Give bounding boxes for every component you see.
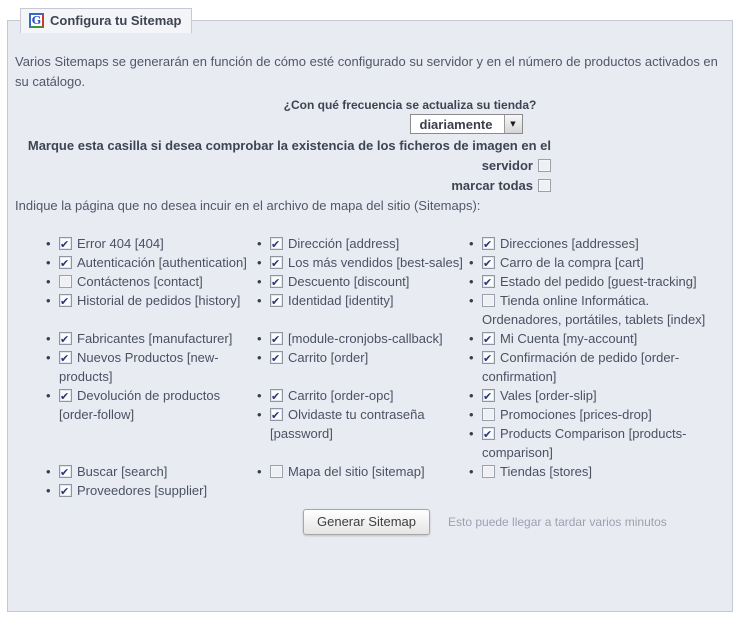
page-label: Mapa del sitio [sitemap] [288,464,425,479]
page-checkbox[interactable] [270,408,283,421]
page-checkbox[interactable] [482,408,495,421]
page-list [468,253,708,272]
page-label: Mi Cuenta [my-account] [500,331,638,346]
page-item [45,481,256,500]
page-checkbox[interactable] [59,351,72,364]
google-icon: G [29,13,44,28]
page-label: Identidad [identity] [288,293,394,308]
servidor-checkbox[interactable] [538,159,551,172]
page-checkbox[interactable] [59,256,72,269]
page-label: Fabricantes [manufacturer] [77,331,233,346]
page-list [45,291,256,310]
page-item [45,253,256,272]
page-item [45,462,256,481]
page-checkbox[interactable] [59,237,72,250]
page-item [45,386,256,424]
page-label: Estado del pedido [guest-tracking] [500,274,697,289]
image-check-block [15,136,725,196]
page-checkbox[interactable] [270,351,283,364]
page-checkbox[interactable] [59,484,72,497]
footer-bar [303,509,725,535]
page-item [468,253,708,272]
page-item [256,329,468,348]
image-check-text-line1: Marque esta casilla si desea comprobar la existencia de los ficheros de imagen en el [27,138,551,153]
page-checkbox[interactable] [482,237,495,250]
page-item [256,272,468,291]
page-item [45,291,256,310]
check-all-label: marcar todas [451,178,533,193]
pages-table-body [45,234,708,500]
page-item [256,291,468,310]
page-checkbox[interactable] [59,465,72,478]
page-list [468,386,708,462]
page-item [468,329,708,348]
chevron-down-icon[interactable]: ▼ [504,115,522,133]
page-item [468,424,708,462]
page-list [468,348,708,386]
page-checkbox[interactable] [59,275,72,288]
frequency-select[interactable] [410,114,523,134]
frequency-block [15,98,725,134]
page-item [468,272,708,291]
page-label: Proveedores [supplier] [77,483,208,498]
page-label: Error 404 [404] [77,236,164,251]
page-checkbox[interactable] [270,294,283,307]
page-list [256,329,468,348]
page-checkbox[interactable] [270,389,283,402]
page-checkbox[interactable] [59,294,72,307]
page-item [468,386,708,405]
page-item [256,386,468,405]
check-all-checkbox[interactable] [538,179,551,192]
page-checkbox[interactable] [270,465,283,478]
page-label: Historial de pedidos [history] [77,293,241,308]
page-list [468,272,708,291]
page-checkbox[interactable] [482,256,495,269]
page-label: Carrito [order-opc] [288,388,394,403]
frequency-value: diariamente [419,117,493,132]
page-label: Autenticación [authentication] [77,255,247,270]
page-label: Products Comparison [products-comparison] [482,426,687,460]
page-list [45,386,256,424]
generate-sitemap-button[interactable]: Generar Sitemap [303,509,430,535]
page-list [45,272,256,291]
panel-legend [20,8,192,33]
page-label: Contáctenos [contact] [77,274,203,289]
page-item [45,234,256,253]
page-checkbox[interactable] [482,275,495,288]
page-list [45,462,256,500]
page-list [45,253,256,272]
page-label: Confirmación de pedido [order-confirmation] [482,350,680,384]
page-checkbox[interactable] [270,237,283,250]
page-item [468,405,708,424]
page-label: Los más vendidos [best-sales] [288,255,463,270]
page-list [256,462,468,481]
page-item [256,405,468,443]
page-list [468,462,708,481]
page-list [256,348,468,367]
page-list [45,234,256,253]
page-item [256,462,468,481]
page-label: Buscar [search] [77,464,168,479]
page-label: Carro de la compra [cart] [500,255,644,270]
page-label: Dirección [address] [288,236,400,251]
page-list [256,272,468,291]
page-list [256,386,468,443]
page-label: Devolución de productos [order-follow] [59,388,221,422]
page-label: Olvidaste tu contraseña [password] [270,407,425,441]
page-item [45,329,256,348]
frequency-label: ¿Con qué frecuencia se actualiza su tienda? [283,98,537,112]
page-checkbox[interactable] [270,256,283,269]
page-label: [module-cronjobs-callback] [288,331,443,346]
pages-table [45,234,708,500]
page-checkbox[interactable] [270,275,283,288]
page-label: Direcciones [addresses] [500,236,639,251]
page-label: Descuento [discount] [288,274,410,289]
pages-instruction: Indique la página que no desea incuir en el archivo de mapa del sitio (Sitemaps): [15,198,481,213]
page-label: Promociones [prices-drop] [500,407,652,422]
page-checkbox[interactable] [482,332,495,345]
sitemap-config-panel [7,20,733,612]
page-item [468,234,708,253]
page-checkbox[interactable] [482,427,495,440]
page-label: Nuevos Productos [new-products] [59,350,219,384]
page-item [256,348,468,367]
legend-title: Configura tu Sitemap [50,13,182,28]
page-item [45,272,256,291]
page-label: Tiendas [stores] [500,464,593,479]
page-list [256,253,468,272]
page-list [256,291,468,310]
page-checkbox[interactable] [59,389,72,402]
page-checkbox[interactable] [482,465,495,478]
page-checkbox[interactable] [482,294,495,307]
page-list [468,234,708,253]
page-item [256,234,468,253]
page-list [468,291,708,329]
page-list [45,329,256,348]
page-item [468,291,708,329]
intro-text: Varios Sitemaps se generarán en función de cómo esté configurado su servidor y en el número de productos activados en su catálogo. [15,54,718,89]
page-item [256,253,468,272]
page-item [468,348,708,386]
duration-note: Esto puede llegar a tardar varios minutos [448,515,667,529]
page-list [45,348,256,386]
page-checkbox[interactable] [59,332,72,345]
page-item [45,348,256,386]
page-item [468,462,708,481]
servidor-label: servidor [481,158,533,173]
page-checkbox[interactable] [482,351,495,364]
page-checkbox[interactable] [270,332,283,345]
page-label: Carrito [order] [288,350,369,365]
page-checkbox[interactable] [482,389,495,402]
page-list [256,234,468,253]
page-list [468,329,708,348]
page-label: Vales [order-slip] [500,388,597,403]
page-label: Tienda online Informática. Ordenadores, portátiles, tablets [index] [482,293,706,327]
